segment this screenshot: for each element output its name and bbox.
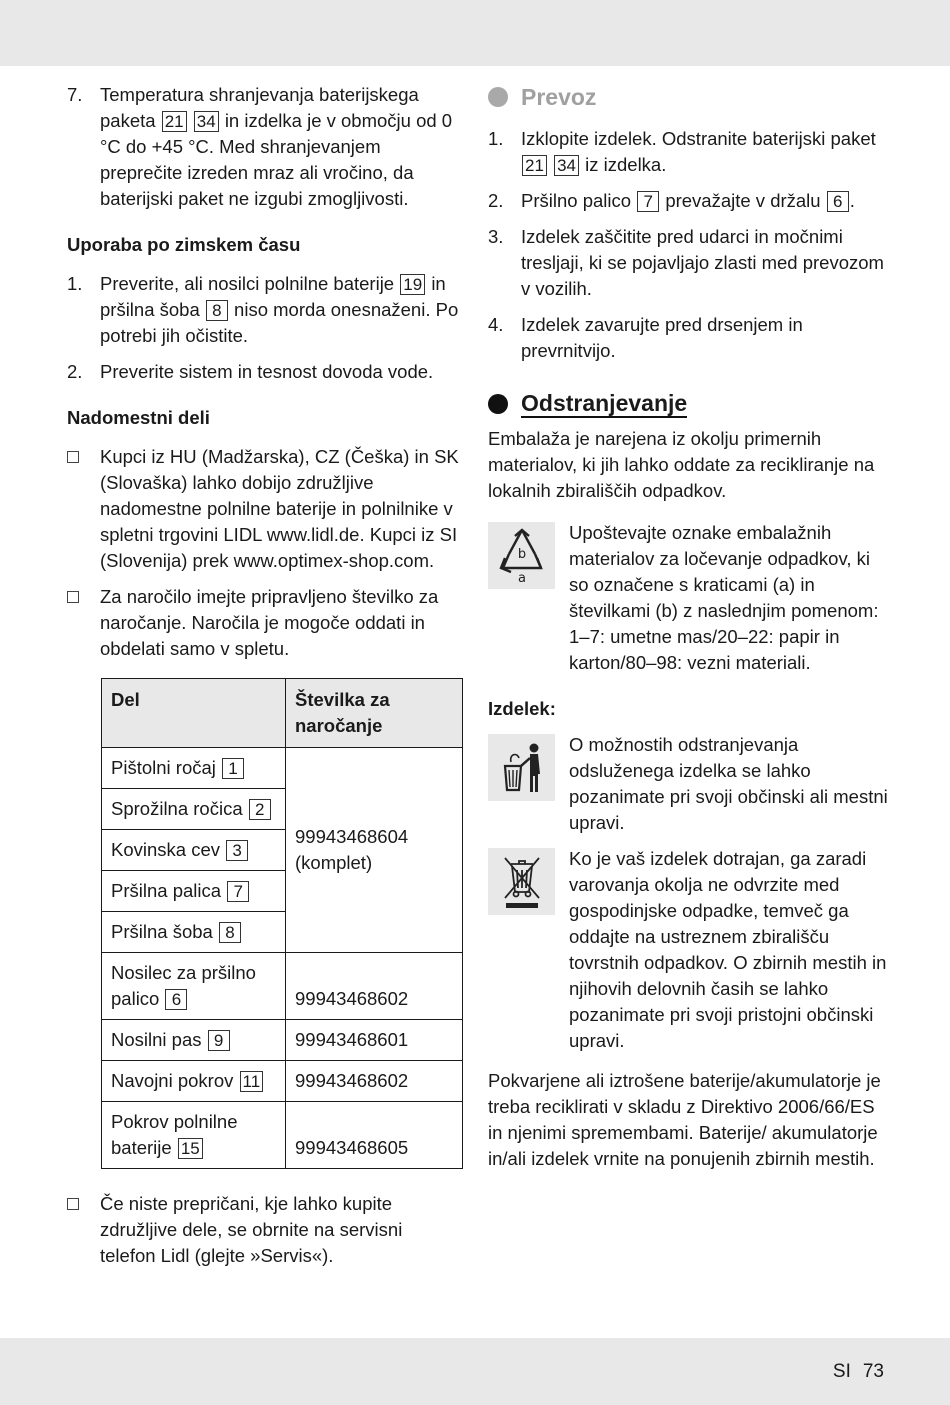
list-item bbox=[67, 444, 462, 574]
item-text: Če niste prepričani, kje lahko kupite združljive dele, se obrnite na servisni telefon Lidl (glejte »Servis«). bbox=[100, 1193, 403, 1266]
list-item bbox=[67, 584, 462, 662]
part-ref: 6 bbox=[165, 989, 187, 1010]
list-item bbox=[488, 188, 888, 214]
page-footer bbox=[833, 1360, 884, 1384]
storage-temperature-item bbox=[67, 82, 462, 212]
order-number: 99943468601 bbox=[286, 1020, 463, 1061]
item-text: Izklopite izdelek. Odstranite baterijski paket bbox=[521, 128, 876, 149]
disposal-intro: Embalaža je narejena iz okolju primernih materialov, ki jih lahko oddate za recikliranje na lokalnih zbirališčih odpadkov. bbox=[488, 428, 875, 501]
recycling-icon bbox=[488, 522, 555, 589]
list-item bbox=[67, 1191, 462, 1269]
item-text: in pršilna šoba bbox=[100, 273, 446, 320]
spare-parts-heading: Nadomestni deli bbox=[67, 407, 210, 428]
part-ref: 9 bbox=[208, 1030, 230, 1051]
list-item bbox=[488, 312, 888, 364]
item-text: niso morda onesnaženi. Po potrebi jih očistite. bbox=[100, 299, 459, 346]
battery-disposal-text: Pokvarjene ali iztrošene baterije/akumulatorje je treba reciklirati v skladu z Direktivo 2006/66/ES in njenimi spremembami. Baterije/ akumulatorje in/ali izdelek vrnite na ponujenih zbirnih mestih. bbox=[488, 1070, 881, 1169]
recycle-label-a: a bbox=[517, 570, 526, 584]
part-ref: 8 bbox=[219, 922, 241, 943]
part-ref: 11 bbox=[240, 1071, 264, 1092]
part-ref: 6 bbox=[827, 191, 849, 212]
item-text: . bbox=[849, 190, 855, 211]
item-text: Za naročilo imejte pripravljeno številko za naročanje. Naročila je mogoče oddati in obdelati samo v spletu. bbox=[100, 586, 439, 659]
disposal-heading bbox=[488, 390, 888, 418]
part-name: Pršilna palica bbox=[111, 880, 222, 901]
trash-bin-person-icon bbox=[488, 734, 555, 801]
table-row bbox=[102, 1020, 463, 1061]
product-disposal-text: O možnostih odstranjevanja odsluženega izdelka se lahko pozanimate pri svoji občinski ali mestni upravi. bbox=[569, 734, 888, 833]
spare-parts-table bbox=[101, 678, 463, 1169]
part-name: Sprožilna ročica bbox=[111, 798, 243, 819]
part-ref: 7 bbox=[637, 191, 659, 212]
recycling-note bbox=[488, 520, 888, 676]
bullet-dot-icon bbox=[488, 394, 508, 414]
heading-label: Prevoz bbox=[521, 84, 597, 110]
recycle-label-b: b bbox=[517, 546, 526, 562]
part-ref: 7 bbox=[227, 881, 249, 902]
item-text: iz izdelka. bbox=[585, 154, 667, 175]
part-ref: 34 bbox=[194, 111, 219, 132]
item-text: Izdelek zaščitite pred udarci in močnimi tresljaji, ki se pojavljajo zlasti med prevozom v vozilih. bbox=[521, 226, 884, 299]
table-row bbox=[102, 1061, 463, 1102]
item-number: 3. bbox=[488, 226, 504, 247]
recycling-text: Upoštevajte oznake embalažnih materialov za ločevanje odpadkov, ki so označene s kraticami (a) in številkami (b) z naslednjim pomenom: 1–7: umetne mas/20–22: papir in karton/80–98: vezni materiali. bbox=[569, 522, 879, 673]
part-name: Nosilni pas bbox=[111, 1029, 202, 1050]
heading-label: Odstranjevanje bbox=[521, 390, 688, 416]
checkbox-bullet-icon bbox=[67, 584, 100, 662]
column-header-order-number: Številka za naročanje bbox=[286, 679, 463, 748]
part-ref: 21 bbox=[522, 155, 547, 176]
part-ref: 19 bbox=[400, 274, 425, 295]
part-ref: 34 bbox=[554, 155, 579, 176]
item-number: 2. bbox=[488, 190, 504, 211]
order-number: 99943468602 bbox=[286, 953, 463, 1020]
winter-use-heading: Uporaba po zimskem času bbox=[67, 234, 301, 255]
item-number: 1. bbox=[67, 273, 83, 294]
left-column bbox=[67, 82, 462, 1279]
part-ref: 1 bbox=[222, 758, 244, 779]
page-number: 73 bbox=[862, 1361, 884, 1382]
checkbox-bullet-icon bbox=[67, 1191, 100, 1269]
right-column bbox=[488, 82, 888, 1182]
weee-text: Ko je vaš izdelek dotrajan, ga zaradi varovanja okolja ne odvrzite med gospodinjske odpadke, temveč ga oddajte na ustreznem zbirališču tovrstnih odpadkov. O zbirnih mestih in njihovih delovnih časih se lahko pozanimate pri svoji pristojni občinski upravi. bbox=[569, 848, 887, 1051]
part-name: Kovinska cev bbox=[111, 839, 220, 860]
part-ref: 2 bbox=[249, 799, 271, 820]
column-header-part: Del bbox=[102, 679, 286, 748]
item-text: Temperatura shranjevanja baterijskega paketa bbox=[100, 84, 419, 131]
part-name: Nosilec za pršilno palico bbox=[111, 962, 256, 1009]
part-ref: 15 bbox=[178, 1138, 203, 1159]
table-row bbox=[102, 953, 463, 1020]
order-number: 99943468605 bbox=[286, 1102, 463, 1169]
order-number: 99943468604 (komplet) bbox=[286, 748, 463, 953]
checkbox-bullet-icon bbox=[67, 444, 100, 574]
product-heading: Izdelek: bbox=[488, 698, 556, 719]
part-name: Navojni pokrov bbox=[111, 1070, 234, 1091]
item-text: Pršilno palico bbox=[521, 190, 632, 211]
weee-note bbox=[488, 846, 888, 1054]
list-item bbox=[67, 359, 462, 385]
bottom-band bbox=[0, 1338, 950, 1405]
language-code: SI bbox=[832, 1361, 851, 1382]
list-item bbox=[67, 271, 462, 349]
part-name: Pršilna šoba bbox=[111, 921, 213, 942]
part-name: Pokrov polnilne baterije bbox=[111, 1111, 238, 1158]
crossed-bin-icon bbox=[488, 848, 555, 915]
list-item bbox=[488, 224, 888, 302]
table-header-row bbox=[102, 679, 463, 748]
item-text: Izdelek zavarujte pred drsenjem in prevrnitvijo. bbox=[521, 314, 803, 361]
item-number: 4. bbox=[488, 314, 504, 335]
item-text: Preverite, ali nosilci polnilne baterije bbox=[100, 273, 395, 294]
item-text: in izdelka je v območju od 0 °C do +45 °C. Med shranjevanjem preprečite izreden mraz ali vročino, da baterijski paket ne izgubi zmogljivosti. bbox=[100, 110, 453, 209]
top-band bbox=[0, 0, 950, 66]
part-ref: 3 bbox=[226, 840, 248, 861]
item-number: 7. bbox=[67, 84, 83, 105]
table-row bbox=[102, 1102, 463, 1169]
item-text: Preverite sistem in tesnost dovoda vode. bbox=[100, 361, 434, 382]
product-disposal-note bbox=[488, 732, 888, 836]
item-text: prevažajte v držalu bbox=[665, 190, 821, 211]
item-text: Kupci iz HU (Madžarska), CZ (Češka) in SK (Slovaška) lahko dobijo združljive nadomestne polnilne baterije in polnilnike v spletni trgovini LIDL www.lidl.de. Kupci iz SI (Slovenija) prek www.optimex-shop.com. bbox=[100, 446, 459, 571]
transport-heading bbox=[488, 82, 888, 112]
bullet-dot-icon bbox=[488, 87, 508, 107]
part-name: Pištolni ročaj bbox=[111, 757, 216, 778]
list-item bbox=[488, 126, 888, 178]
part-ref: 21 bbox=[162, 111, 187, 132]
item-number: 2. bbox=[67, 361, 83, 382]
order-number: 99943468602 bbox=[286, 1061, 463, 1102]
part-ref: 8 bbox=[206, 300, 228, 321]
table-row bbox=[102, 748, 463, 789]
item-number: 1. bbox=[488, 128, 504, 149]
